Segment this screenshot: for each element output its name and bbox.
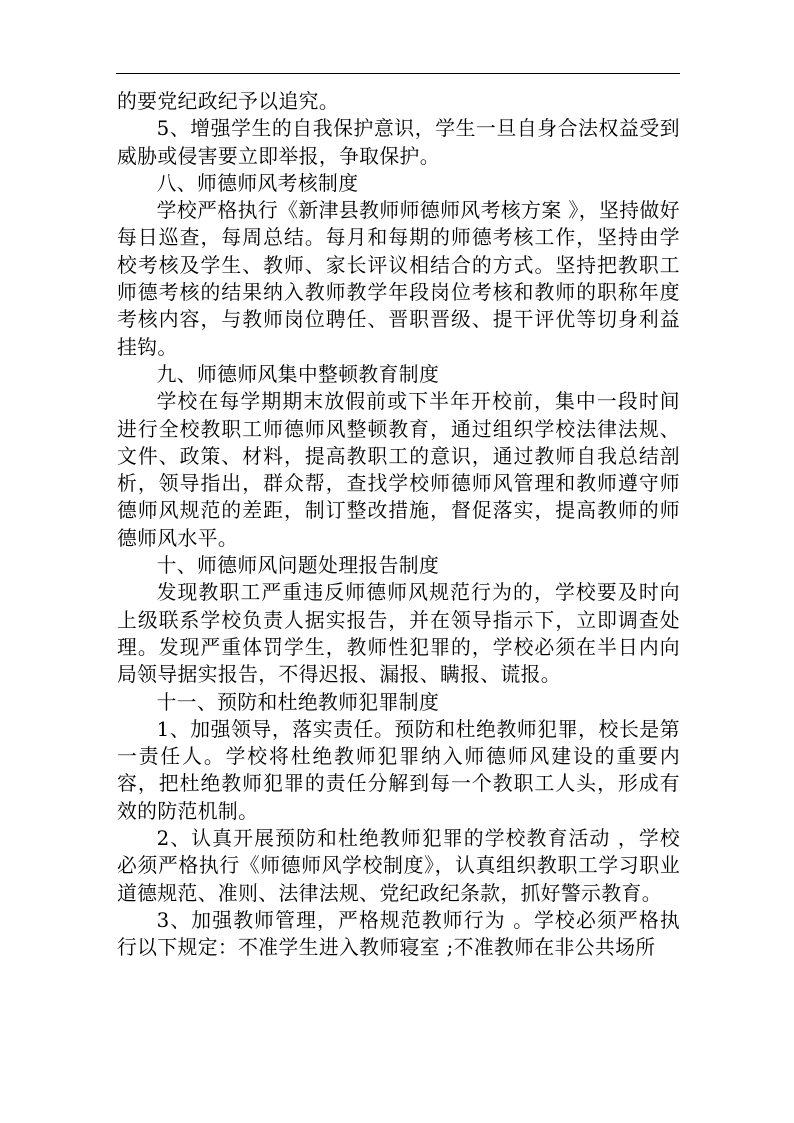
paragraph-11-item-2: 2、认真开展预防和杜绝教师犯罪的学校教育活动 ，学校必须严格执行《师德师风学校制度》，认真组织教职工学习职业道德规范、准则、法律法规、党纪政纪条款，抓好警示教育。: [117, 827, 680, 905]
paragraph-item-5: 5、增强学生的自我保护意识，学生一旦自身合法权益受到威胁或侵害要立即举报，争取保护。: [117, 117, 680, 168]
paragraph-section-9: 学校在每学期期末放假前或下半年开校前，集中一段时间进行全校教职工师德师风整顿教育，通过组织学校法律法规、文件、政策、材料，提高教职工的意识，通过教师自我总结剖析，领导指出，群众帮，查找学校师德师风管理和教师遵守师德师风规范的差距，制订整改措施，督促落实，提高教师的师德师风水平。: [117, 390, 680, 550]
header-rule: [116, 73, 680, 74]
section-heading-8: 八、师德师风考核制度: [156, 171, 359, 195]
paragraph-continuation: 的要党纪政纪予以追究。: [117, 90, 339, 113]
document-body: [117, 88, 680, 962]
paragraph-section-10: 发现教职工严重违反师德师风规范行为的，学校要及时向上级联系学校负责人据实报告，并在领导指示下，立即调查处理。发现严重体罚学生，教师性犯罪的，学校必须在半日内向局领导据实报告，不得迟报、漏报、瞒报、谎报。: [117, 581, 680, 687]
section-heading-11: 十一、预防和杜绝教师犯罪制度: [156, 690, 440, 714]
paragraph-11-item-1: 1、加强领导，落实责任。预防和杜绝教师犯罪，校长是第一责任人。学校将杜绝教师犯罪纳入师德师风建设的重要内容，把杜绝教师犯罪的责任分解到每一个教职工人头，形成有效的防范机制。: [117, 717, 680, 823]
paragraph-section-8: 学校严格执行《新津县教师师德师风考核方案 》，坚持做好每日巡查，每周总结。每月和每期的师德考核工作，坚持由学校考核及学生、教师、家长评议相结合的方式。坚持把教职工师德考核的结果纳入教师教学年段岗位考核和教师的职称年度考核内容，与教师岗位聘任、晋职晋级、提干评优等切身利益挂钩。: [117, 199, 680, 359]
section-heading-10: 十、师德师风问题处理报告制度: [156, 554, 440, 578]
paragraph-11-item-3: 3、加强教师管理，严格规范教师行为 。学校必须严格执行以下规定：不准学生进入教师寝室 ;不准教师在非公共场所: [117, 908, 680, 960]
section-heading-9: 九、师德师风集中整顿教育制度: [156, 362, 440, 386]
